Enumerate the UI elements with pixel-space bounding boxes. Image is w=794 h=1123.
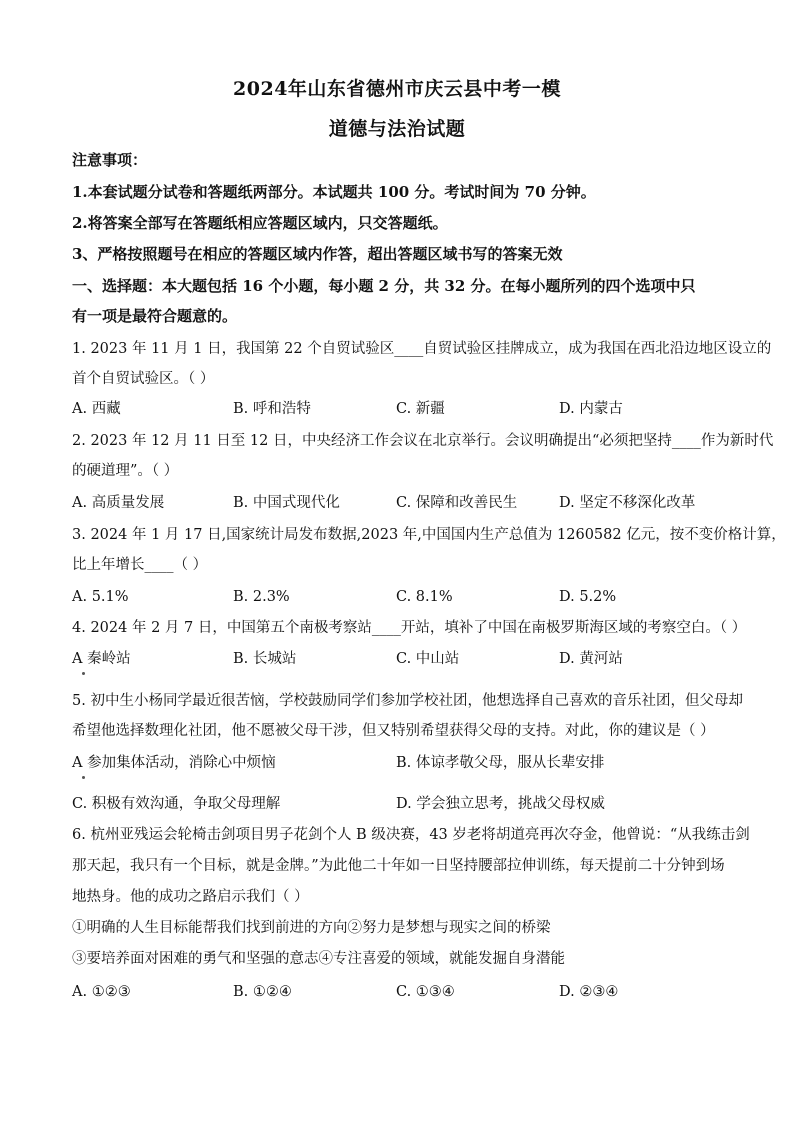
note-item-3: 3、严格按照题号在相应的答题区域内作答，超出答题区域书写的答案无效	[72, 245, 563, 263]
question-4-option-c: C. 中山站	[396, 651, 460, 667]
section-heading-line-1: 一、选择题：本大题包括 16 个小题，每小题 2 分，共 32 分。在每小题所列的四个选项中只	[72, 277, 696, 295]
question-6-option-a: A. ①②③	[72, 984, 131, 1000]
question-6-line-2: 那天起，我只有一个目标，就是金牌。”为此他二十年如一日坚持腰部拉伸训练，每天提前二十分钟到场	[72, 858, 725, 874]
question-3-option-d: D. 5.2%	[559, 589, 617, 605]
question-4-line-1: 4. 2024 年 2 月 7 日，中国第五个南极考察站____开站，填补了中国在南极罗斯海区域的考察空白。（ ）	[72, 620, 747, 636]
question-6-options	[72, 982, 732, 1002]
question-5-option-d: D. 学会独立思考，挑战父母权威	[396, 796, 605, 812]
question-3-options	[72, 587, 732, 607]
exam-title: 2024年山东省德州市庆云县中考一模	[233, 78, 561, 100]
question-3-option-c: C. 8.1%	[396, 589, 453, 605]
question-1-option-d: D. 内蒙古	[559, 401, 623, 417]
question-4-option-b: B. 长城站	[233, 651, 297, 667]
question-5-option-c: C. 积极有效沟通，争取父母理解	[72, 796, 281, 812]
question-6-line-1: 6. 杭州亚残运会轮椅击剑项目男子花剑个人 B 级决赛，43 岁老将胡道亮再次夺金，他曾说：“从我练击剑	[72, 827, 750, 843]
question-5-option-b: B. 体谅孝敬父母，服从长辈安排	[396, 755, 605, 771]
question-2-option-a: A. 高质量发展	[72, 495, 165, 511]
notes-heading: 注意事项：	[72, 151, 148, 169]
question-3-line-2: 比上年增长____（ ）	[72, 557, 208, 573]
question-1-line-1: 1. 2023 年 11 月 1 日，我国第 22 个自贸试验区____自贸试验区挂牌成立，成为我国在西北沿边地区设立的	[72, 341, 772, 357]
question-2-option-c: C. 保障和改善民生	[396, 495, 518, 511]
question-3-option-a: A. 5.1%	[72, 589, 129, 605]
note-item-1: 1.本套试题分试卷和答题纸两部分。本试题共 100 分。考试时间为 70 分钟。	[72, 183, 596, 201]
question-5-line-1: 5. 初中生小杨同学最近很苦恼，学校鼓励同学们参加学校社团，他想选择自己喜欢的音乐社团，但父母却	[72, 693, 743, 709]
question-5-options-row-1	[72, 753, 732, 773]
question-5-option-a: A 参加集体活动，消除心中烦恼	[72, 755, 276, 771]
question-6-option-d: D. ②③④	[559, 984, 619, 1000]
question-1-line-2: 首个自贸试验区。（ ）	[72, 371, 215, 387]
question-2-line-2: 的硬道理”。（ ）	[72, 463, 179, 479]
question-6-statement-1: ①明确的人生目标能帮我们找到前进的方向②努力是梦想与现实之间的桥梁	[72, 920, 551, 936]
question-4-option-a: A 秦岭站	[72, 651, 131, 667]
question-1-option-c: C. 新疆	[396, 401, 445, 417]
question-5-line-2: 希望他选择数理化社团，他不愿被父母干涉，但又特别希望获得父母的支持。对此，你的建议是（ ）	[72, 723, 715, 739]
question-6-statement-2: ③要培养面对困难的勇气和坚强的意志④专注喜爱的领域，就能发掘自身潜能	[72, 951, 565, 967]
question-6-line-3: 地热身。他的成功之路启示我们（ ）	[72, 889, 309, 905]
note-item-2: 2.将答案全部写在答题纸相应答题区域内，只交答题纸。	[72, 214, 448, 232]
exam-subtitle: 道德与法治试题	[328, 118, 466, 140]
question-4-option-d: D. 黄河站	[559, 651, 623, 667]
question-5-options-row-2	[72, 794, 732, 814]
question-3-line-1: 3. 2024 年 1 月 17 日,国家统计局发布数据,2023 年,中国国内生产总值为 1260582 亿元，按不变价格计算，	[72, 527, 786, 543]
question-1-options	[72, 399, 732, 419]
question-1-option-a: A. 西藏	[72, 401, 121, 417]
question-6-option-c: C. ①③④	[396, 984, 455, 1000]
section-heading-line-2: 有一项是最符合题意的。	[72, 307, 238, 325]
question-2-option-d: D. 坚定不移深化改革	[559, 495, 696, 511]
question-6-option-b: B. ①②④	[233, 984, 292, 1000]
question-2-options	[72, 493, 732, 513]
question-2-option-b: B. 中国式现代化	[233, 495, 340, 511]
question-3-option-b: B. 2.3%	[233, 589, 290, 605]
stray-mark	[82, 672, 85, 675]
question-4-options	[72, 649, 732, 669]
question-1-option-b: B. 呼和浩特	[233, 401, 311, 417]
stray-mark	[82, 776, 85, 779]
question-2-line-1: 2. 2023 年 12 月 11 日至 12 日，中央经济工作会议在北京举行。会议明确提出“必须把坚持____作为新时代	[72, 433, 774, 449]
